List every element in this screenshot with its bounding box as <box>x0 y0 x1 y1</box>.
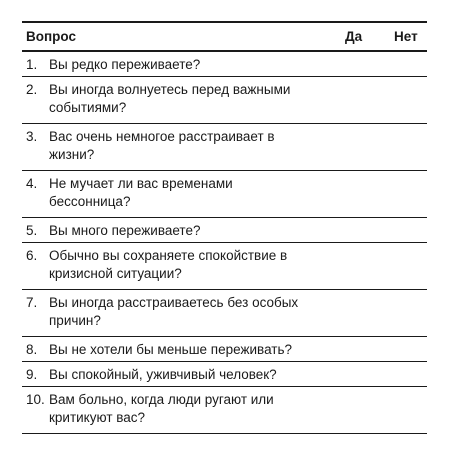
question-text: Вам больно, когда люди ругают или критикуют вас? <box>49 391 274 425</box>
question-number: 6. <box>26 247 38 263</box>
question-row-6 <box>22 243 427 290</box>
question-row-10 <box>22 387 427 434</box>
question-row-3 <box>22 124 427 171</box>
question-row-7 <box>22 290 427 337</box>
question-row-8 <box>22 337 427 362</box>
question-number: 8. <box>26 341 38 357</box>
questionnaire-table <box>22 21 427 434</box>
question-number: 4. <box>26 175 38 191</box>
question-row-4 <box>22 171 427 218</box>
question-text: Вас очень немногое расстраивает в жизни? <box>49 128 275 162</box>
question-row-2 <box>22 77 427 124</box>
question-row-5 <box>22 218 427 243</box>
question-number: 5. <box>26 222 38 238</box>
question-text: Вы редко переживаете? <box>49 56 201 72</box>
question-row-9 <box>22 362 427 387</box>
table-header-row <box>22 23 427 50</box>
question-row-1 <box>22 52 427 77</box>
question-text: Обычно вы сохраняете спокойствие в кризисной ситуации? <box>49 247 288 281</box>
question-text: Вы не хотели бы меньше переживать? <box>49 341 293 357</box>
question-text: Вы иногда расстраиваетесь без особых причин? <box>49 294 299 328</box>
question-text: Вы иногда волнуетесь перед важными событиями? <box>49 81 291 115</box>
question-number: 10. <box>26 391 45 407</box>
question-number: 9. <box>26 366 38 382</box>
question-number: 2. <box>26 81 38 97</box>
yes-column-header: Да <box>345 29 363 44</box>
question-text: Не мучает ли вас временами бессонница? <box>49 175 233 209</box>
question-text: Вы спокойный, уживчивый человек? <box>49 366 277 382</box>
question-number: 1. <box>26 56 38 72</box>
question-number: 3. <box>26 128 38 144</box>
question-column-header: Вопрос <box>26 29 76 44</box>
question-text: Вы много переживаете? <box>49 222 201 238</box>
no-column-header: Нет <box>394 29 418 44</box>
question-number: 7. <box>26 294 38 310</box>
